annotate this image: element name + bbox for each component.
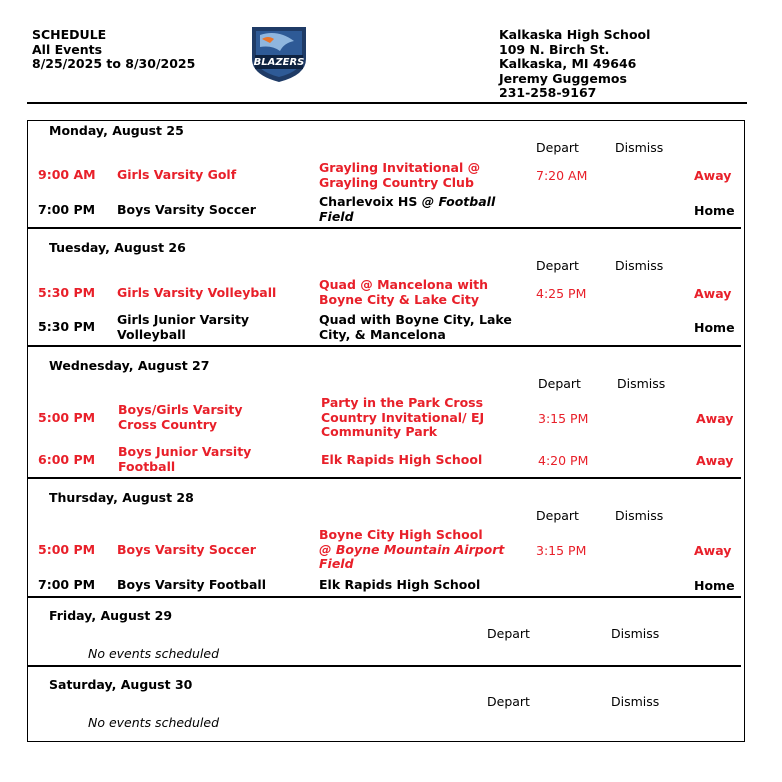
- dismiss-header: Dismiss: [615, 140, 664, 155]
- event-location: [319, 528, 524, 572]
- day-heading-saturday: Saturday, August 30: [49, 677, 193, 692]
- day-heading-tuesday: Tuesday, August 26: [49, 240, 186, 255]
- day-divider: [27, 477, 741, 479]
- event-location: [319, 195, 519, 224]
- event-name: Girls Varsity Golf: [117, 167, 237, 182]
- event-time: 5:00 PM: [38, 542, 96, 557]
- event-time: 5:30 PM: [38, 319, 96, 334]
- school-address-line2: Kalkaska, MI 49646: [499, 56, 637, 71]
- event-location: Quad with Boyne City, Lake City, & Mancelona: [319, 312, 512, 342]
- event-location: Elk Rapids High School: [321, 452, 483, 467]
- schedule-date-range: 8/25/2025 to 8/30/2025: [32, 56, 196, 71]
- event-name: Boys Varsity Football: [117, 577, 266, 592]
- school-info: [499, 28, 650, 101]
- event-home-away: Home: [694, 578, 735, 593]
- depart-header: Depart: [536, 258, 579, 273]
- day-divider: [27, 665, 741, 667]
- event-location: Elk Rapids High School: [319, 577, 481, 592]
- event-time: 7:00 PM: [38, 577, 96, 592]
- dismiss-header: Dismiss: [617, 376, 666, 391]
- event-depart: 4:25 PM: [536, 286, 587, 301]
- day-heading-monday: Monday, August 25: [49, 123, 184, 138]
- school-address-line1: 109 N. Birch St.: [499, 41, 610, 57]
- event-location: Quad @ Mancelona with Boyne City & Lake City: [319, 277, 489, 307]
- event-home-away: Away: [696, 453, 734, 468]
- dismiss-header: Dismiss: [611, 626, 660, 641]
- event-name: Boys Varsity Soccer: [117, 542, 256, 557]
- event-location: Grayling Invitational @ Grayling Country Club: [319, 160, 481, 190]
- event-home-away: Away: [694, 543, 732, 558]
- event-name: Boys/Girls Varsity Cross Country: [118, 402, 243, 432]
- event-location-main: Charlevoix HS: [319, 194, 418, 209]
- event-name: Boys Junior Varsity Football: [118, 444, 252, 474]
- event-time: 5:30 PM: [38, 285, 96, 300]
- event-depart: 7:20 AM: [536, 168, 588, 183]
- dismiss-header: Dismiss: [611, 694, 660, 709]
- day-divider: [27, 227, 741, 229]
- day-heading-wednesday: Wednesday, August 27: [49, 358, 210, 373]
- event-time: 6:00 PM: [38, 452, 96, 467]
- event-home-away: Away: [694, 286, 732, 301]
- depart-header: Depart: [487, 626, 530, 641]
- no-events-message: No events scheduled: [88, 715, 220, 730]
- event-name: Boys Varsity Soccer: [117, 202, 256, 217]
- event-time: 9:00 AM: [38, 167, 96, 182]
- day-divider: [27, 596, 741, 598]
- dismiss-header: Dismiss: [615, 258, 664, 273]
- day-heading-friday: Friday, August 29: [49, 608, 173, 623]
- no-events-message: No events scheduled: [88, 646, 220, 661]
- event-name: Girls Junior Varsity Volleyball: [117, 312, 250, 342]
- depart-header: Depart: [536, 140, 579, 155]
- event-depart: 4:20 PM: [538, 453, 589, 468]
- dismiss-header: Dismiss: [615, 508, 664, 523]
- depart-header: Depart: [487, 694, 530, 709]
- event-location: Party in the Park Cross Country Invitational/ EJ Community Park: [321, 395, 485, 439]
- schedule-subtitle: All Events: [32, 41, 103, 57]
- blazers-logo: [248, 25, 310, 83]
- schedule-title: SCHEDULE: [32, 27, 107, 42]
- school-name: Kalkaska High School: [499, 27, 651, 42]
- event-home-away: Away: [696, 411, 734, 426]
- day-divider: [27, 345, 741, 347]
- event-location-main: Boyne City High School: [319, 527, 483, 542]
- event-location-venue: @ Football Field: [319, 194, 496, 224]
- header-divider: [27, 102, 747, 104]
- event-time: 7:00 PM: [38, 202, 96, 217]
- event-name: Girls Varsity Volleyball: [117, 285, 277, 300]
- depart-header: Depart: [536, 508, 579, 523]
- event-home-away: Away: [694, 168, 732, 183]
- event-home-away: Home: [694, 203, 735, 218]
- event-depart: 3:15 PM: [536, 543, 587, 558]
- school-phone: 231-258-9167: [499, 85, 597, 100]
- logo-text: BLAZERS: [253, 57, 305, 68]
- event-depart: 3:15 PM: [538, 411, 589, 426]
- event-time: 5:00 PM: [38, 410, 96, 425]
- day-heading-thursday: Thursday, August 28: [49, 490, 194, 505]
- schedule-header: [32, 28, 195, 72]
- event-home-away: Home: [694, 320, 735, 335]
- depart-header: Depart: [538, 376, 581, 391]
- school-contact: Jeremy Guggemos: [499, 70, 627, 86]
- event-location-venue: @ Boyne Mountain Airport Field: [319, 541, 505, 571]
